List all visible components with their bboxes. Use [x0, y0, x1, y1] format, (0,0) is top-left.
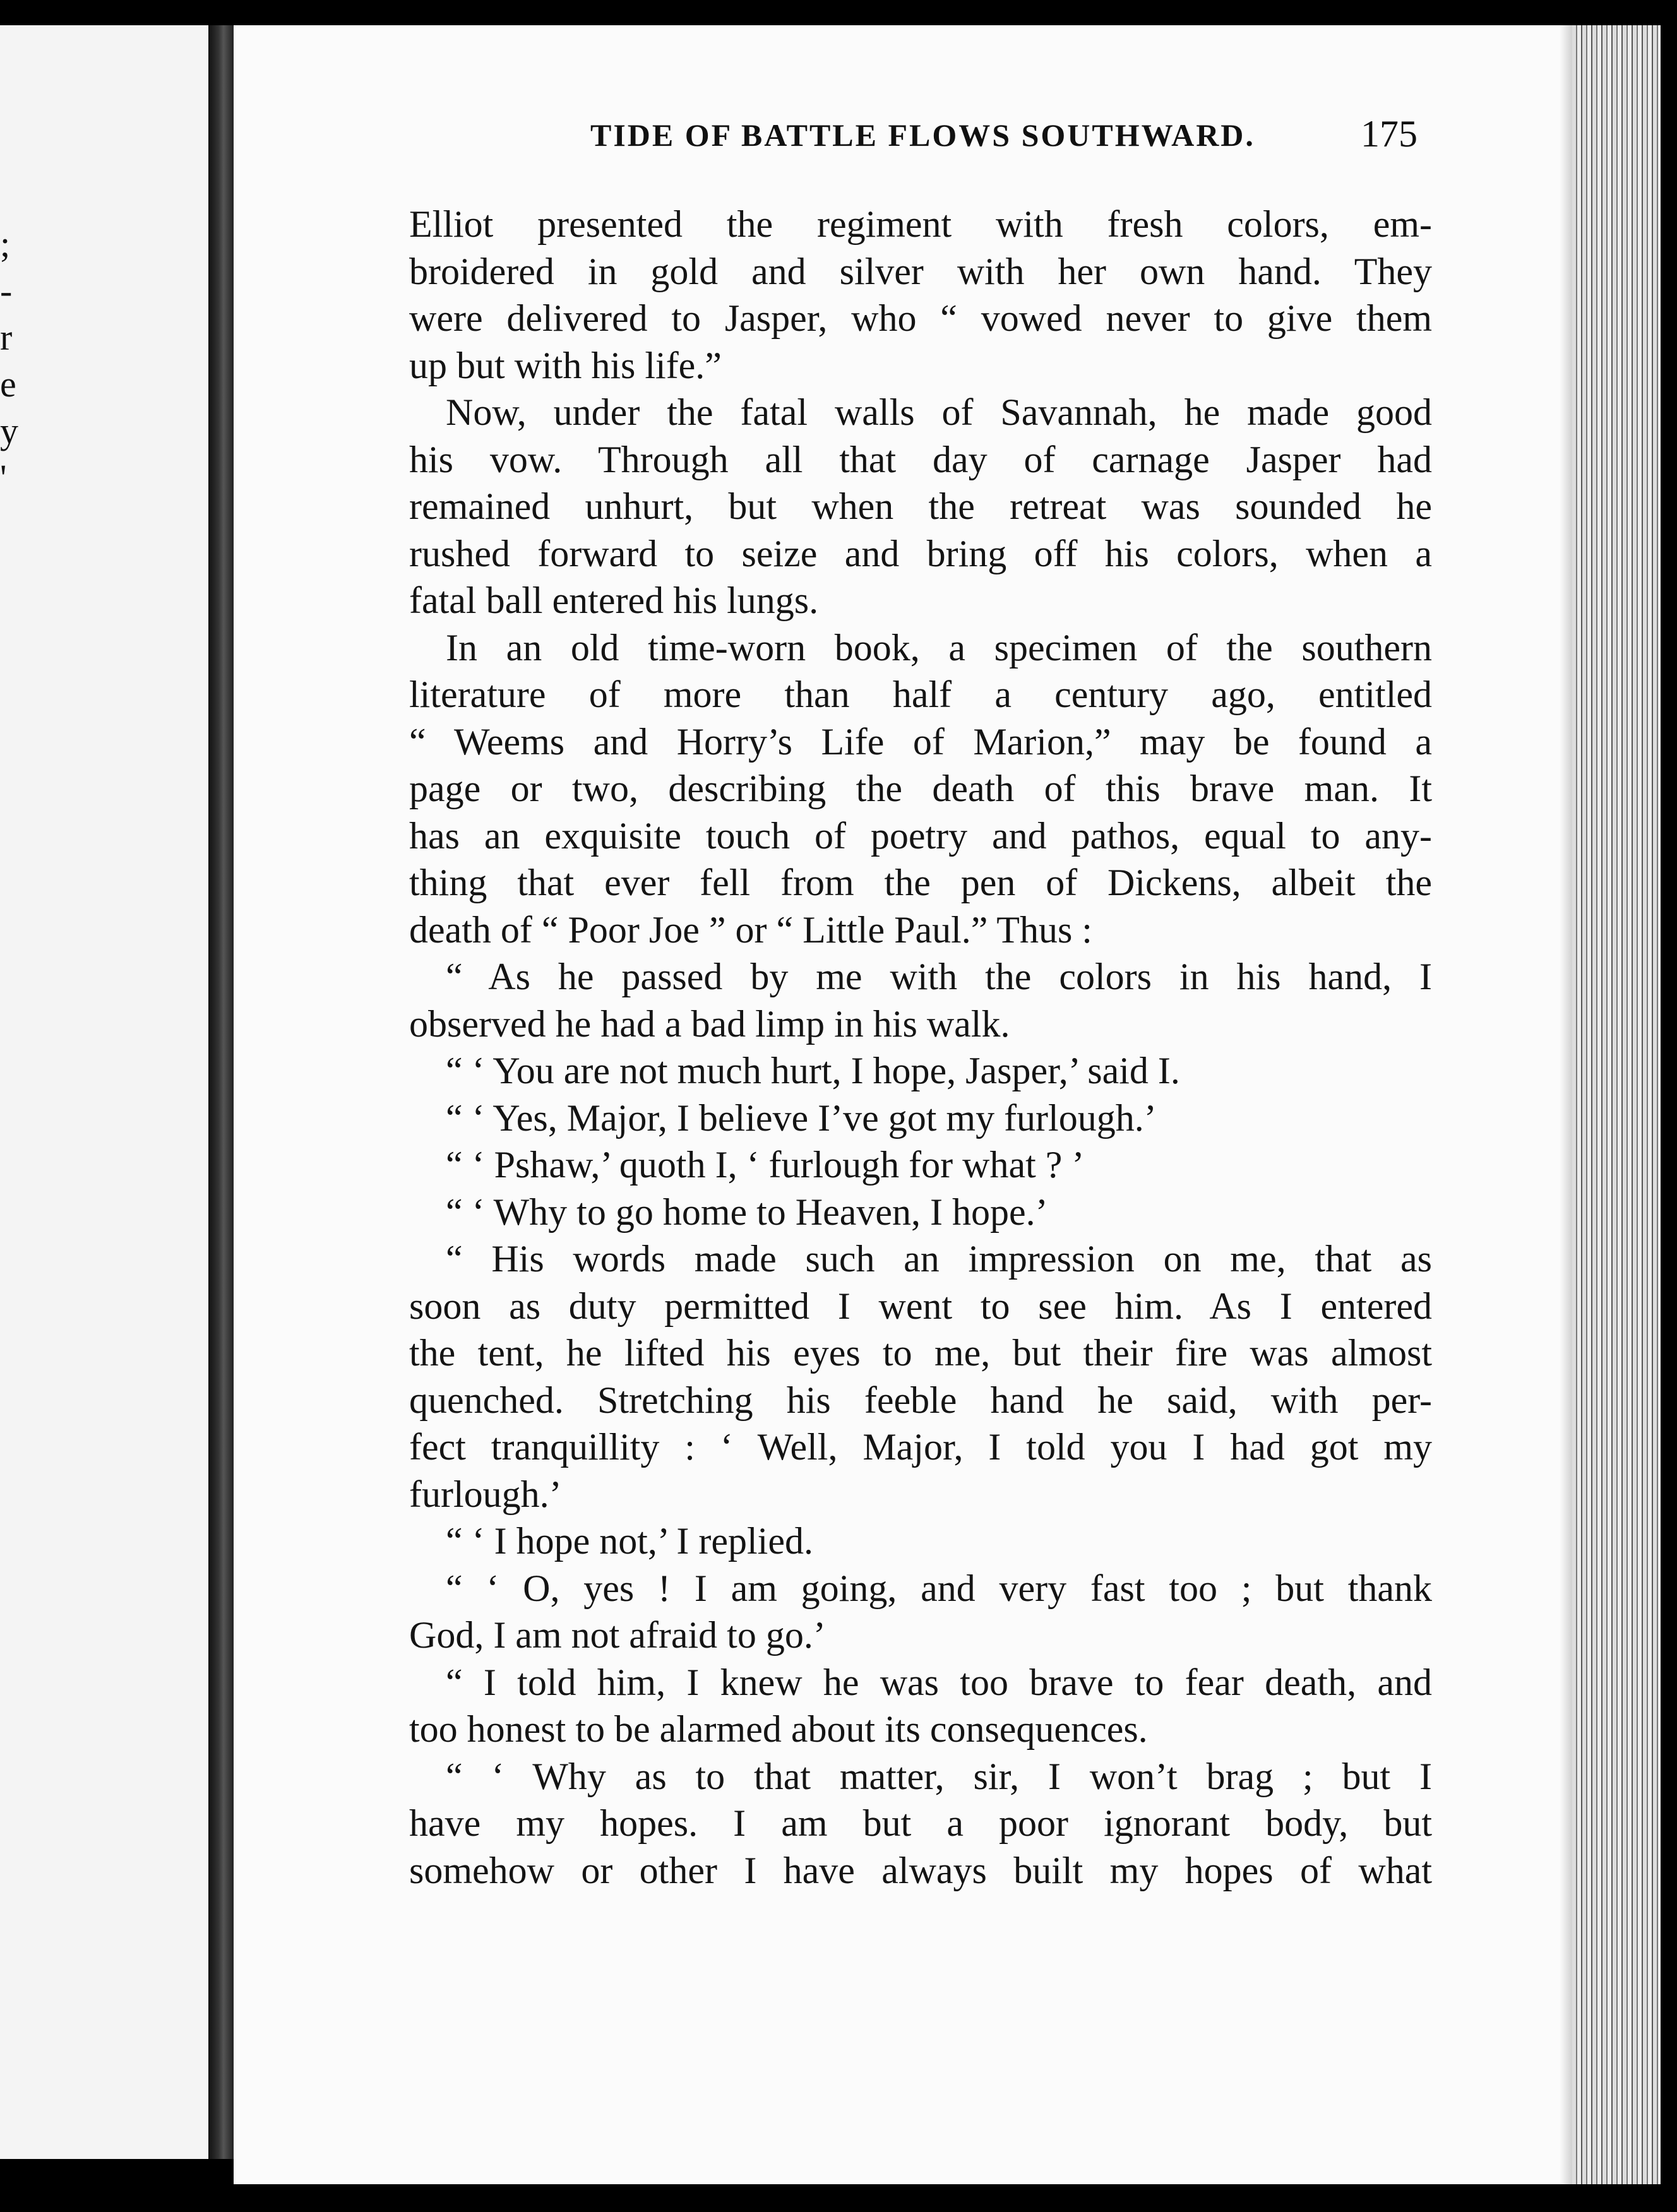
text-line: “ ‘ Yes, Major, I believe I’ve got my furlough.’	[446, 1097, 1157, 1139]
text-line: “ I told him, I knew he was too brave to fear death, and	[446, 1661, 1432, 1703]
text-line: literature of more than half a century ago, entitled	[409, 674, 1432, 715]
text-line: the tent, he lifted his eyes to me, but their fire was almost	[409, 1332, 1432, 1374]
text-line: “ Weems and Horry’s Life of Marion,” may be found a	[409, 720, 1432, 763]
left-page-char: y	[0, 410, 18, 451]
text-line: up but with his life.”	[409, 344, 722, 386]
body-text	[409, 201, 1432, 1894]
text-line: too honest to be alarmed about its consequences.	[409, 1708, 1148, 1750]
page-number: 175	[1361, 113, 1417, 155]
running-head: TIDE OF BATTLE FLOWS SOUTHWARD.	[590, 117, 1255, 153]
text-line: “ ‘ You are not much hurt, I hope, Jasper,’ said I.	[446, 1050, 1180, 1091]
text-line: quenched. Stretching his feeble hand he said, with per-	[409, 1379, 1432, 1421]
left-facing-page	[0, 25, 212, 2159]
text-line: have my hopes. I am but a poor ignorant body, but	[409, 1802, 1432, 1844]
text-line: “ ‘ Pshaw,’ quoth I, ‘ furlough for what ? ’	[446, 1144, 1085, 1186]
text-line: “ As he passed by me with the colors in his hand, I	[446, 956, 1432, 997]
text-line: has an exquisite touch of poetry and pathos, equal to any-	[409, 814, 1432, 857]
left-page-char: '	[0, 457, 7, 498]
text-line: rushed forward to seize and bring off his colors, when a	[409, 532, 1432, 574]
text-line: soon as duty permitted I went to see him. As I entered	[409, 1285, 1432, 1327]
left-page-char: ;	[0, 223, 11, 265]
text-line: thing that ever fell from the pen of Dickens, albeit the	[409, 862, 1432, 903]
text-line: God, I am not afraid to go.’	[409, 1614, 826, 1656]
text-line: In an old time-worn book, a specimen of the southern	[446, 626, 1432, 669]
text-line: “ ‘ I hope not,’ I replied.	[446, 1520, 813, 1562]
text-line: his vow. Through all that day of carnage Jasper had	[409, 438, 1432, 480]
text-line: fect tranquillity : ‘ Well, Major, I told you I had got my	[409, 1426, 1432, 1468]
text-line: were delivered to Jasper, who “ vowed never to give them	[409, 297, 1432, 339]
text-line: Elliot presented the regiment with fresh colors, em-	[409, 203, 1432, 245]
text-line: “ ‘ Why to go home to Heaven, I hope.’	[446, 1191, 1048, 1233]
text-line: death of “ Poor Joe ” or “ Little Paul.” Thus :	[409, 908, 1092, 951]
text-line: Now, under the fatal walls of Savannah, he made good	[446, 391, 1432, 433]
text-line: observed he had a bad limp in his walk.	[409, 1002, 1010, 1045]
text-line: “ His words made such an impression on me, that as	[446, 1238, 1432, 1280]
book-gutter	[208, 25, 234, 2159]
text-line: broidered in gold and silver with her own hand. They	[409, 250, 1432, 292]
left-page-char: e	[0, 364, 16, 405]
left-page-char: r	[0, 317, 13, 358]
text-line: remained unhurt, but when the retreat was sounded he	[409, 485, 1432, 527]
text-line: page or two, describing the death of this brave man. It	[409, 768, 1432, 809]
left-page-char: -	[0, 270, 13, 311]
text-line: fatal ball entered his lungs.	[409, 580, 819, 621]
text-line: “ ‘ Why as to that matter, sir, I won’t brag ; but I	[446, 1755, 1432, 1797]
text-line: furlough.’	[409, 1473, 562, 1515]
left-page-text-fragment	[0, 221, 25, 501]
text-line: somehow or other I have always built my hopes of what	[409, 1849, 1432, 1891]
text-line: “ ‘ O, yes ! I am going, and very fast too ; but thank	[446, 1567, 1432, 1609]
stacked-page-edges	[1572, 25, 1661, 2184]
